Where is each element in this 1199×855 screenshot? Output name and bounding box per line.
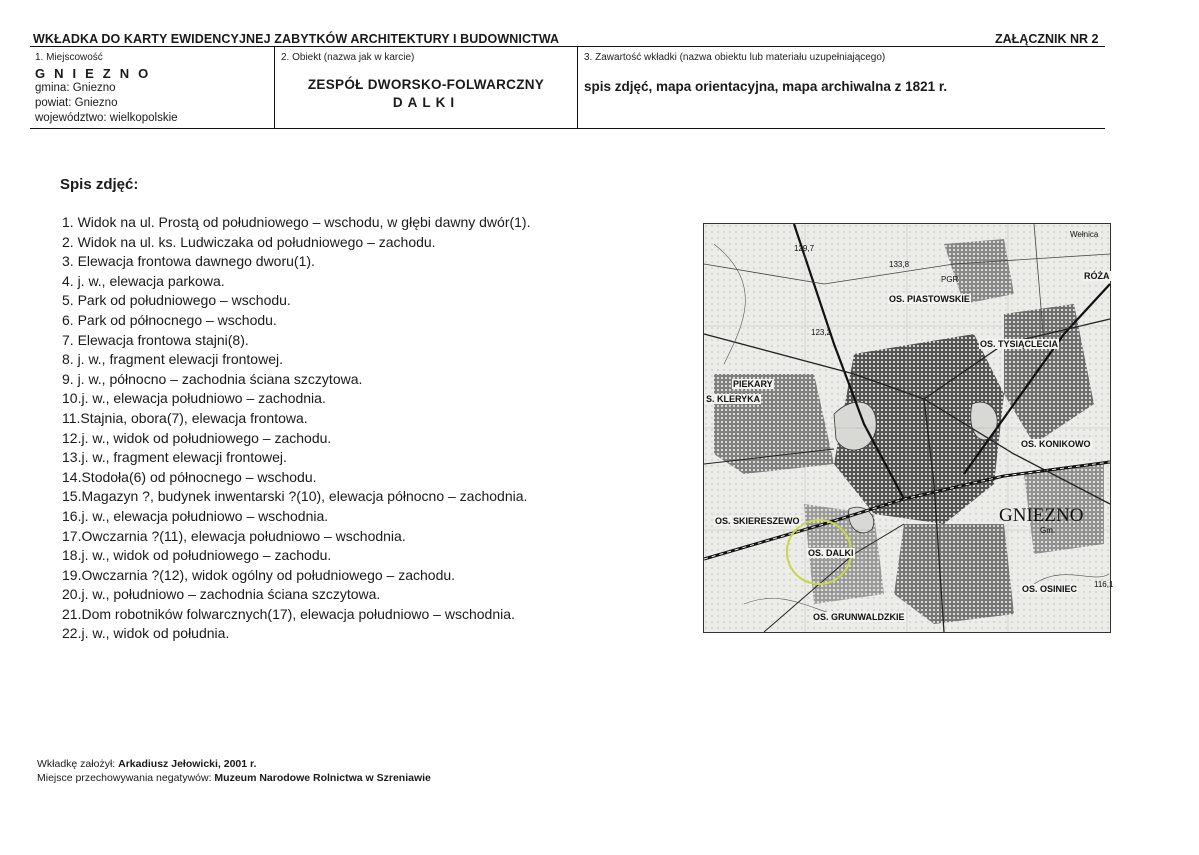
header-top-rule	[30, 46, 1105, 47]
map-elevation: 116,1	[1094, 580, 1114, 589]
photo-list-item: 21.Dom robotników folwarcznych(17), elewacja południowo – wschodnia.	[62, 605, 515, 622]
storage-value: Muzeum Narodowe Rolnictwa w Szreniawie	[214, 772, 431, 784]
photo-list-item: 8. j. w., fragment elewacji frontowej.	[62, 351, 283, 368]
footer	[37, 757, 431, 785]
photo-list-item: 14.Stodoła(6) od północnego – wschodu.	[62, 468, 317, 485]
photo-list-item: 2. Widok na ul. ks. Ludwiczaka od południowego – zachodu.	[62, 233, 436, 250]
map-label-tysiaclecia: OS. TYSIĄCLECIA	[980, 339, 1059, 349]
header-column-divider	[274, 46, 275, 128]
photo-list-item: 19.Owczarnia ?(12), widok ogólny od południowego – zachodu.	[62, 566, 456, 583]
object-label: 2. Obiekt (nazwa jak w karcie)	[281, 52, 415, 63]
photo-list-item: 13.j. w., fragment elewacji frontowej.	[62, 449, 287, 466]
content-cell	[584, 52, 1099, 94]
locality-voivodeship: województwo: wielkopolskie	[35, 112, 178, 124]
photo-list-item: 1. Widok na ul. Prostą od południowego – wschodu, w głębi dawny dwór(1).	[62, 214, 531, 230]
photo-list-item: 5. Park od południowego – wschodu.	[62, 292, 291, 309]
annex-number: ZAŁĄCZNIK NR 2	[995, 32, 1099, 46]
object-cell	[281, 52, 571, 110]
photo-list-item: 12.j. w., widok od południowego – zachodu.	[62, 429, 332, 446]
map-label-pgr: PGR	[941, 275, 959, 284]
photo-list-item: 11.Stajnia, obora(7), elewacja frontowa.	[62, 409, 308, 426]
map-label-roza: RÓŻA	[1084, 271, 1110, 281]
photo-list-item: 17.Owczarnia ?(11), elewacja południowo – wschodnia.	[62, 527, 406, 544]
photo-list-item: 7. Elewacja frontowa stajni(8).	[62, 331, 249, 348]
photo-list-item: 10.j. w., elewacja południowo – zachodnia.	[62, 390, 326, 407]
photo-list-item: 9. j. w., północno – zachodnia ściana szczytowa.	[62, 370, 363, 387]
footer-founder	[37, 757, 431, 771]
map-label-skiereszewo: OS. SKIERESZEWO	[715, 516, 800, 526]
map-drawing	[704, 224, 1110, 632]
photo-list-item: 6. Park od północnego – wschodu.	[62, 311, 277, 328]
map-elevation: 133,8	[889, 260, 910, 269]
map-label-gm: Gm.	[1040, 526, 1056, 535]
locality-cell	[35, 52, 270, 126]
photo-list-item: 15.Magazyn ?, budynek inwentarski ?(10), elewacja północno – zachodnia.	[62, 488, 528, 505]
header-column-divider	[577, 46, 578, 128]
photo-list-item: 16.j. w., elewacja południowo – wschodnia.	[62, 507, 329, 524]
photo-list-item: 20.j. w., południowo – zachodnia ściana szczytowa.	[62, 586, 381, 603]
map-label-dalki: OS. DALKI	[808, 548, 854, 558]
photo-list-item: 4. j. w., elewacja parkowa.	[62, 272, 225, 289]
map-label-welnica: Wełnica	[1070, 230, 1099, 239]
storage-label: Miejsce przechowywania negatywów:	[37, 772, 212, 784]
photo-list-item: 18.j. w., widok od południowego – zachodu.	[62, 547, 332, 564]
founder-value: Arkadiusz Jełowicki, 2001 r.	[118, 758, 257, 770]
map-label-piekary: PIEKARY	[733, 379, 773, 389]
map-label-osiniec: OS. OSINIEC	[1022, 584, 1078, 594]
map-label-grunwaldzkie: OS. GRUNWALDZKIE	[813, 612, 905, 622]
photo-list-item: 3. Elewacja frontowa dawnego dworu(1).	[62, 253, 315, 270]
content-label: 3. Zawartość wkładki (nazwa obiektu lub materiału uzupełniającego)	[584, 52, 886, 63]
map-elevation: 129,7	[794, 244, 815, 253]
map-elevation: 123,2	[811, 328, 832, 337]
header-bottom-rule	[30, 128, 1105, 129]
photo-list	[62, 213, 530, 644]
locality-label: 1. Miejscowość	[35, 52, 103, 63]
photo-list-title: Spis zdjęć:	[60, 176, 139, 193]
founder-label: Wkładkę założył:	[37, 758, 116, 770]
orientation-map	[703, 223, 1114, 633]
map-label-gniezno: GNIEZNO	[999, 505, 1084, 526]
object-subname: DALKI	[392, 95, 460, 110]
photo-list-item: 22.j. w., widok od południa.	[62, 625, 230, 642]
document-title: WKŁADKA DO KARTY EWIDENCYJNEJ ZABYTKÓW ARCHITEKTURY I BUDOWNICTWA	[33, 32, 560, 46]
content-description: spis zdjęć, mapa orientacyjna, mapa archiwalna z 1821 r.	[584, 79, 948, 94]
locality-city: GNIEZNO	[35, 66, 158, 81]
map-label-konikowo: OS. KONIKOWO	[1021, 439, 1091, 449]
map-label-kleryka: S. KLERYKA	[706, 394, 761, 404]
locality-gmina: gmina: Gniezno	[35, 82, 116, 94]
locality-powiat: powiat: Gniezno	[35, 97, 118, 109]
map-label-piastowskie: OS. PIASTOWSKIE	[889, 294, 970, 304]
object-name: ZESPÓŁ DWORSKO-FOLWARCZNY	[307, 77, 545, 92]
footer-storage	[37, 771, 431, 785]
